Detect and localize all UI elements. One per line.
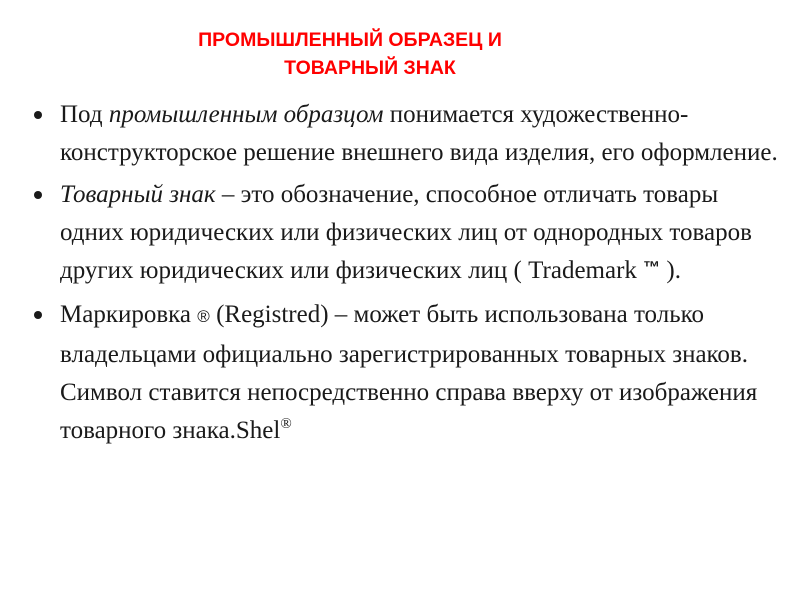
bullet-item-industrial-design (34, 96, 784, 172)
bullet-2-term: Товарный знак (60, 181, 216, 208)
bullet-dot-icon (34, 191, 42, 199)
registered-symbol: ® (197, 307, 210, 326)
bullet-1-prefix: Под (60, 101, 109, 128)
bullet-3-prefix: Маркировка (60, 301, 198, 328)
registered-superscript: ® (280, 416, 292, 432)
title-line-1: ПРОМЫШЛЕННЫЙ ОБРАЗЕЦ И (198, 29, 502, 51)
bullet-3-text: (Registred) – может быть использована только владельцами официально зарегистрированных товарных знаков. Символ ставится непосредственно справа вверху от изображения товарного знака.Shel (60, 301, 758, 444)
bullet-dot-icon (34, 311, 42, 319)
bullet-1-definition: понимается художественно-конструкторское решение внешнего вида изделия, его оформление. (60, 101, 778, 166)
slide-title (0, 26, 800, 82)
bullet-item-marking (34, 296, 784, 453)
bullet-1-term: промышленным образцом (108, 101, 384, 128)
trademark-symbol: ™ (643, 258, 661, 277)
bullet-2-end: ). (660, 257, 681, 284)
bullet-dot-icon (34, 111, 42, 119)
title-line-2: ТОВАРНЫЙ ЗНАК (284, 57, 456, 79)
bullet-list (34, 96, 784, 457)
bullet-item-trademark (34, 176, 784, 292)
bullet-2-definition: – это обозначение, способное отличать товары одних юридических или физических лиц от однородных товаров других юридических или физических лиц ( Trademark (60, 181, 752, 284)
